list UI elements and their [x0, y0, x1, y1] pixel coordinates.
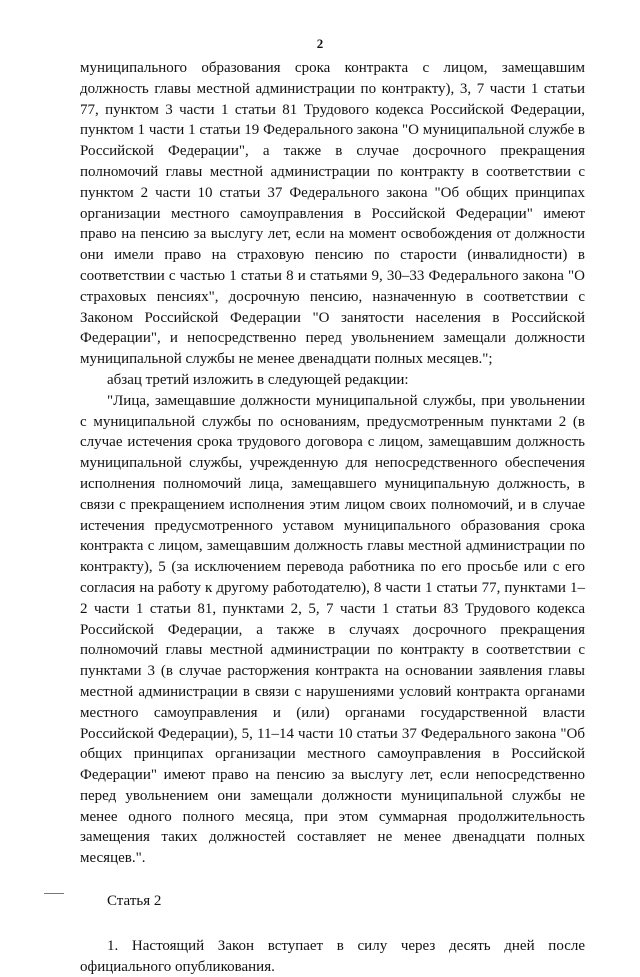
footer-divider [44, 893, 64, 894]
article-heading: Статья 2 [107, 893, 162, 910]
page-number: 2 [316, 36, 324, 51]
document-body [80, 58, 585, 977]
paragraph-new-wording: "Лица, замещавшие должности муниципальной службы, при увольнении с муниципальной службы по основаниям, предусмотренным пунктами 2 (в случае истечения срока трудового договора с лицом, замещавшим должность муниципальной службы, учрежденную для непосредственного обеспечения исполнения полномочий лица, замещавшего муниципальную должность, в связи с прекращением исполнения этим лицом своих полномочий, и в случае истечения предусмотренного уставом муниципального образования срока контракта с лицом, замещавшим должность главы местной администрации по контракту), 5 (за исключением перевода работника по его просьбе или с его согласия на работу к другому работодателю), 8 части 1 статьи 77, пунктами 1–2 части 1 статьи 81, пунктами 2, 5, 7 части 1 статьи 83 Трудового кодекса Российской Федерации, а также в случаях досрочного прекращения полномочий главы местной администрации по контракту в соответствии с пунктами 3 (в случае расторжения контракта на основании заявления главы местной администрации в связи с нарушениями условий контракта органами местного самоуправления и (или) органами государственной власти Российской Федерации), 5, 11–14 части 10 статьи 37 Федерального закона "Об общих принципах организации местного самоуправления в Российской Федерации" имеют право на пенсию за выслугу лет, если непосредственно перед увольнением они замещали должности муниципальной службы не менее одного полного месяца, при этом суммарная продолжительность замещения таких должностей составляет не менее двенадцати полных месяцев.". [80, 392, 585, 867]
paragraph-entry-into-force: 1. Настоящий Закон вступает в силу через десять дней после официального опубликования. [80, 937, 585, 975]
paragraph-continuation: муниципального образования срока контракта с лицом, замещавшим должность главы местной администрации по контракту), 3, 7 части 1 статьи 77, пунктом 3 части 1 статьи 81 Трудового кодекса Российской Федерации, пунктом 1 части 1 статьи 19 Федерального закона "О муниципальной службе в Российской Федерации", а также в случае досрочного прекращения полномочий главы местной администрации по контракту в соответствии с пунктом 2 части 10 статьи 37 Федерального закона "Об общих принципах организации местного самоуправления в Российской Федерации" имеют право на пенсию за выслугу лет, если на момент освобождения от должности они имели право на страховую пенсию по старости (инвалидности) в соответствии с частью 1 статьи 8 и статьями 9, 30–33 Федерального закона "О страховых пенсиях", досрочную пенсию, назначенную в соответствии с Законом Российской Федерации "О занятости населения в Российской Федерации", и непосредственно перед увольнением замещали должности муниципальной службы не менее двенадцати полных месяцев."; [80, 60, 585, 368]
paragraph-amendment-instruction: абзац третий изложить в следующей редакции: [107, 371, 409, 388]
